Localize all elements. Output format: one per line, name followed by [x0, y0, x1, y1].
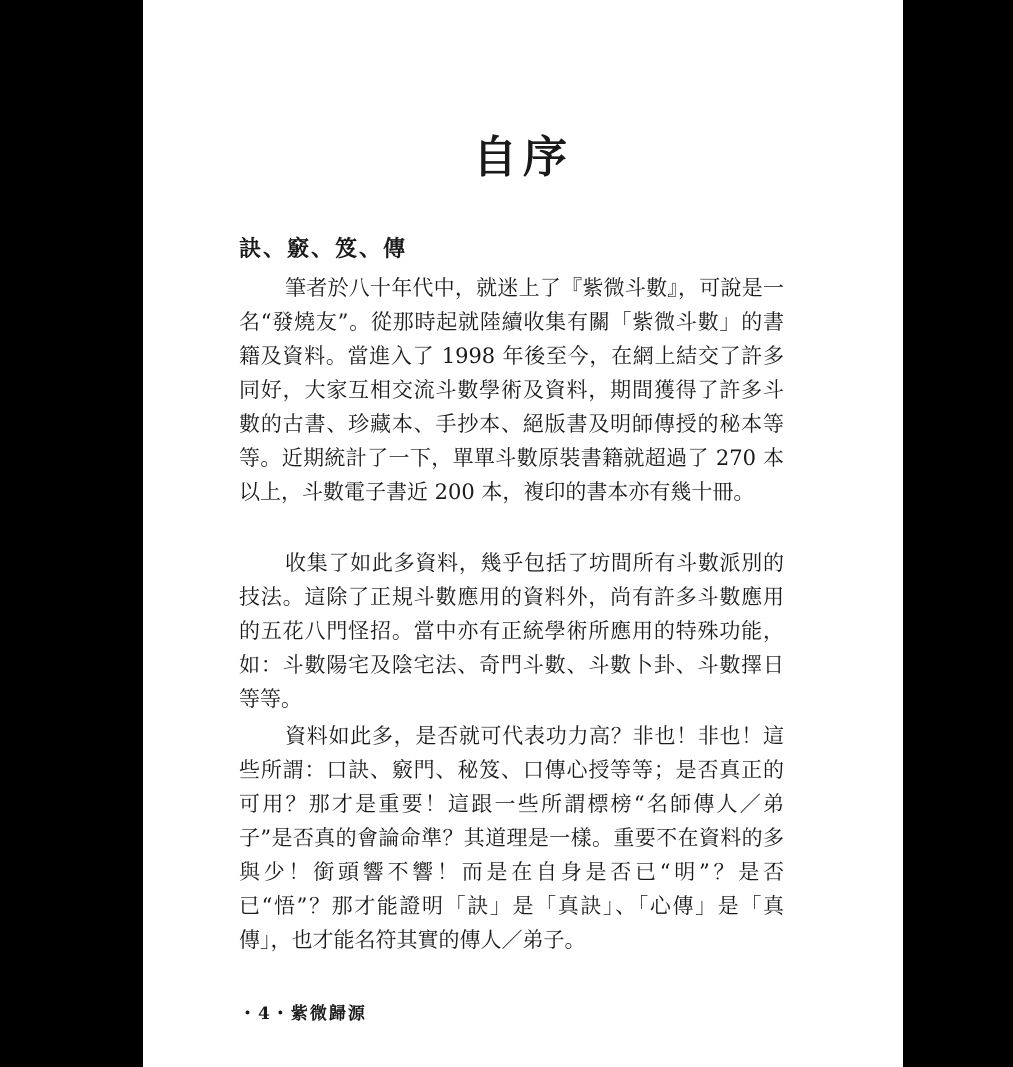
- book-page: [143, 0, 903, 1067]
- paragraph-1: 筆者於八十年代中，就迷上了『紫微斗數』，可說是一名“發燒友”。從那時起就陸續收集有關「紫微斗數」的書籍及資料。當進入了 1998 年後至今，在網上結交了許多同好，大家互相交流斗數學術及資料，期間獲得了許多斗數的古書、珍藏本、手抄本、絕版書及明師傳授的秘本等等。近期統計了一下，單單斗數原裝書籍就超過了 270 本以上，斗數電子書近 200 本，複印的書本亦有幾十冊。: [239, 276, 784, 504]
- page-footer: ・4・紫微歸源: [239, 1004, 367, 1024]
- section-heading: 訣、竅、笈、傳: [239, 236, 408, 262]
- page-title: 自序: [473, 132, 573, 183]
- paragraph-3: 資料如此多，是否就可代表功力高？非也！非也！這些所謂：口訣、竅門、秘笈、口傳心授等等；是否真正的可用？那才是重要！這跟一些所謂標榜“名師傳人／弟子”是否真的會論命準？其道理是一樣。重要不在資料的多與少！銜頭響不響！而是在自身是否已“明”？是否已“悟”？那才能證明「訣」是「真訣」、「心傳」是「真傳」，也才能名符其實的傳人／弟子。: [239, 724, 784, 952]
- paragraph-2: 收集了如此多資料，幾乎包括了坊間所有斗數派別的技法。這除了正規斗數應用的資料外，尚有許多斗數應用的五花八門怪招。當中亦有正統學術所應用的特殊功能，如：斗數陽宅及陰宅法、奇門斗數、斗數卜卦、斗數擇日等等。: [239, 551, 784, 711]
